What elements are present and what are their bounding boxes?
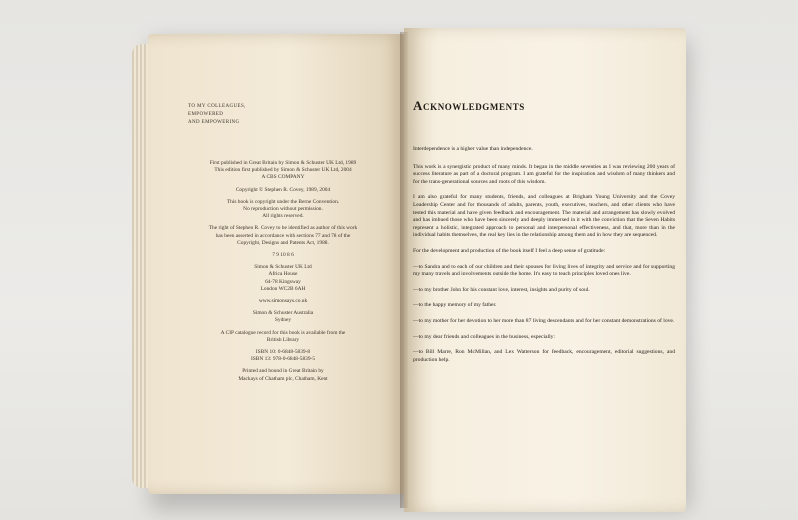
ack-paragraph: —to my mother for her devotion to her more than 87 living descendants and for her constant demonstrations of love. [413, 317, 675, 324]
berne-line: This book is copyright under the Berne Convention. [226, 198, 340, 205]
ack-paragraph: —to the happy memory of my father. [413, 302, 497, 309]
dedication-line: AND EMPOWERING [188, 120, 240, 125]
printer-line: Printed and bound in Great Britain by [242, 368, 324, 375]
dedication [188, 103, 308, 127]
dedication-line: EMPOWERED [188, 112, 224, 117]
australia-line: Sydney [274, 317, 292, 324]
publication-line: First published in Great Britain by Simon & Schuster UK Ltd, 1989 [209, 160, 357, 166]
cip-line: British Library [266, 336, 300, 343]
address-line: Africa House [268, 271, 298, 278]
cip-notice [174, 330, 392, 344]
publisher-address [174, 264, 392, 293]
copyright-notice [174, 187, 392, 194]
isbn-line: ISBN 13: 978-0-6848-5839-5 [250, 356, 316, 363]
publication-line: A CBS COMPANY [261, 174, 305, 181]
printing-number-line: 7 9 10 8 6 [272, 252, 294, 259]
rights-line: Copyright, Designs and Patents Act, 1988. [237, 239, 329, 246]
address-line: Simon & Schuster UK Ltd [254, 264, 312, 271]
australia-office [174, 310, 392, 324]
berne-line: All rights reserved. [262, 213, 304, 220]
ack-paragraph: —to my dear friends and colleagues in the business, especially: [413, 333, 555, 340]
publication-history [174, 160, 392, 182]
printing-number [174, 252, 392, 259]
book-gutter [400, 32, 408, 508]
copyright-page-text [174, 160, 392, 388]
cip-line: A CIP catalogue record for this book is available from the [220, 329, 346, 336]
publication-line: This edition first published by Simon & Schuster UK Ltd, 2004 [214, 167, 352, 174]
copyright-line: Copyright © Stephen R. Covey, 1989, 2004 [235, 186, 331, 193]
isbn-line: ISBN 10: 0-6848-5839-8 [255, 349, 311, 356]
ack-paragraph: I am also grateful for many students, friends, and colleagues at Brigham Young University and the Covey Leadership Center and for thousands of adults, parents, youth, executives, teachers, and other clients who have tested this material and have given feedback and encouragement. The material and arrangement has slowly evolved and has imbued those who have been sincerely and deeply immersed in it with the conviction that the Seven Habits represent a holistic, integrated approach to personal and interpersonal effectiveness, and that, more than in the individual habits themselves, the real key lies in the relationship among them and in how they are sequenced. [413, 194, 675, 239]
author-rights-notice [174, 225, 392, 247]
address-line: 64-78 Kingsway [265, 278, 301, 285]
berne-line: No reproduction without permission. [243, 206, 323, 213]
address-line: London WC2B 6AH [260, 285, 306, 292]
rights-line: has been asserted in accordance with sections 77 and 78 of the [215, 232, 351, 239]
ack-paragraph: —to Bill Marre, Ron McMillan, and Lex Watterson for feedback, encouragement, editorial suggestions, and production help. [413, 349, 675, 363]
publisher-website [174, 298, 392, 305]
acknowledgments-title: Acknowledgments [413, 98, 525, 113]
ack-paragraph: For the development and production of the book itself I feel a deep sense of gratitude: [413, 247, 606, 254]
ack-paragraph: This work is a synergistic product of many minds. It began in the middle seventies as I was reviewing 200 years of success literature as part of a doctoral program. I am grateful for the inspiration and wisdom of many thinkers and for the trans-generational sources and roots of this wisdom. [413, 163, 675, 185]
acknowledgments-section [413, 98, 675, 372]
ack-paragraph: —to Sandra and to each of our children and their spouses for living lives of integrity and service and for supporting my many travels and involvements outside the home. It's easy to teach principles loved ones live. [413, 263, 675, 278]
dedication-line: TO MY COLLEAGUES, [188, 104, 246, 109]
isbn-block [174, 349, 392, 363]
berne-convention-notice [174, 199, 392, 221]
website-line: www.simonsays.co.uk [258, 298, 308, 305]
ack-paragraph: Interdependence is a higher value than independence. [413, 146, 533, 152]
rights-line: The right of Stephen R. Covey to be identified as author of this work [208, 225, 358, 232]
australia-line: Simon & Schuster Australia [252, 310, 314, 317]
printer-notice [174, 368, 392, 382]
ack-paragraph: —to my brother John for his constant love, interest, insights and purity of soul. [413, 286, 590, 293]
printer-line: Mackays of Chatham plc, Chatham, Kent [238, 375, 328, 382]
